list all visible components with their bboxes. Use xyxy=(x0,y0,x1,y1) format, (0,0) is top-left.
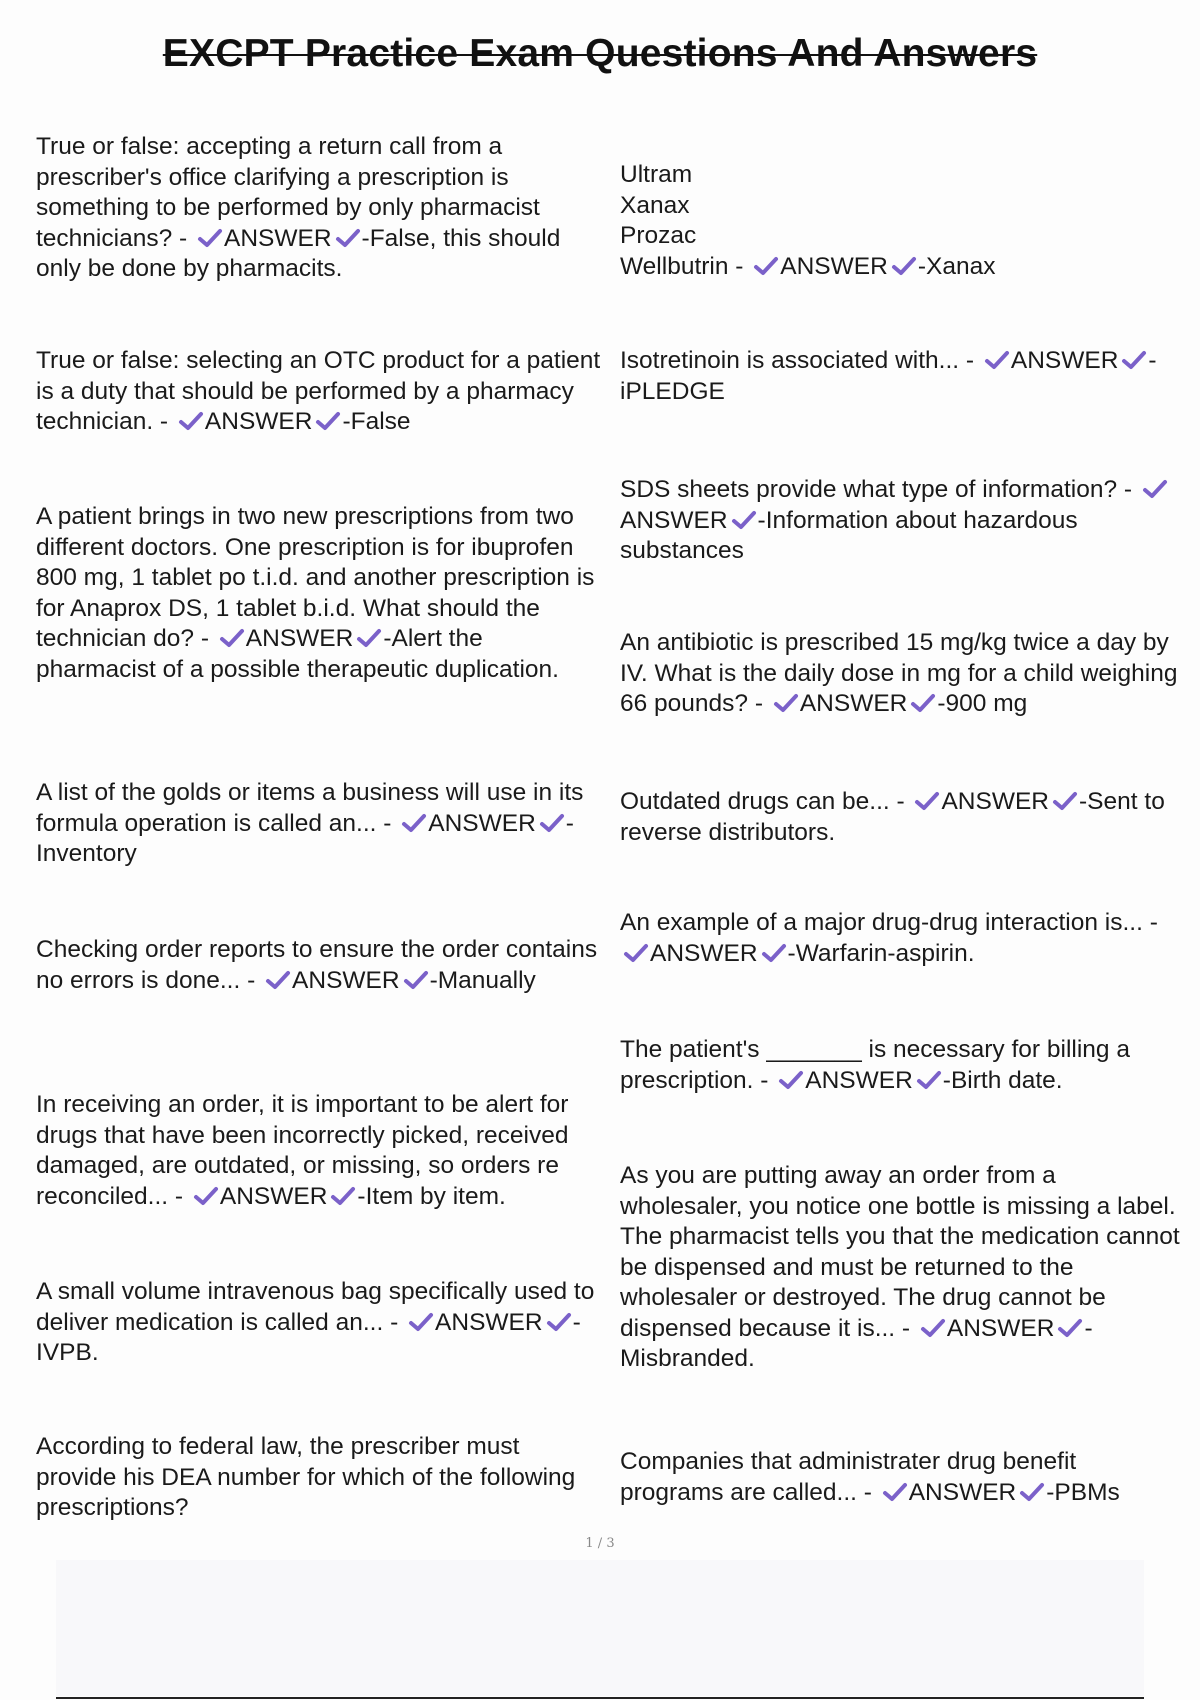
question-text: True or false: accepting a return call from a prescriber's office clarifying a prescription is something to be performed by only pharmacist technicians? - xyxy=(36,133,540,252)
qa-item xyxy=(36,1090,606,1212)
qa-item xyxy=(620,1035,1180,1096)
qa-item xyxy=(36,935,606,996)
checkmark-icon xyxy=(882,1482,908,1502)
question-text: As you are putting away an order from a wholesaler, you notice one bottle is missing a label. The pharmacist tells you that the medication cannot be dispensed and must be returned to the wholesaler or destroyed. The drug cannot be dispensed because it is... - xyxy=(620,1162,1180,1342)
answer-text: -Manually xyxy=(429,966,536,994)
checkmark-icon xyxy=(623,943,649,963)
answer-text: -900 mg xyxy=(937,690,1028,717)
question-text: A list of the golds or items a business will use in its formula operation is called an... - xyxy=(36,779,584,837)
answer-label: ANSWER xyxy=(946,1314,1055,1342)
checkmark-icon xyxy=(1142,479,1168,499)
checkmark-icon xyxy=(984,350,1010,370)
question-text: Outdated drugs can be... - xyxy=(620,788,905,815)
answer-label: ANSWER xyxy=(219,1182,328,1210)
qa-item xyxy=(620,787,1180,848)
question-text: An antibiotic is prescribed 15 mg/kg twice a day by IV. What is the daily dose in mg for a child weighing 66 pounds? - xyxy=(620,629,1178,717)
checkmark-icon xyxy=(315,411,341,431)
checkmark-icon xyxy=(403,970,429,990)
qa-item xyxy=(620,628,1180,720)
checkmark-icon xyxy=(356,628,382,648)
answer-text: -Warfarin-aspirin. xyxy=(787,939,975,967)
page-title: EXCPT Practice Exam Questions And Answers xyxy=(162,32,1038,75)
answer-label: ANSWER xyxy=(1010,347,1119,374)
answer-label: ANSWER xyxy=(780,252,888,280)
checkmark-icon xyxy=(731,510,757,530)
qa-item xyxy=(620,160,1180,282)
checkmark-icon xyxy=(265,970,291,990)
answer-label: ANSWER xyxy=(941,788,1050,815)
checkmark-icon xyxy=(1052,791,1078,811)
checkmark-icon xyxy=(910,693,936,713)
qa-item xyxy=(36,132,606,285)
answer-text: -iPLEDGE xyxy=(620,347,1157,405)
answer-label: ANSWER xyxy=(428,809,536,837)
question-text: According to federal law, the prescriber must provide his DEA number for which of the following prescriptions? xyxy=(36,1433,576,1521)
answer-text: -Birth date. xyxy=(942,1066,1063,1094)
answer-label: ANSWER xyxy=(908,1478,1017,1506)
checkmark-icon xyxy=(330,1186,356,1206)
answer-text: -Misbranded. xyxy=(620,1314,1093,1372)
checkmark-icon xyxy=(335,228,361,248)
qa-item xyxy=(36,778,606,870)
qa-item xyxy=(36,1432,606,1524)
title-block xyxy=(56,28,1144,88)
question-text: In receiving an order, it is important to be alert for drugs that have been incorrectly picked, received damaged, are outdated, or missing, so orders re reconciled... - xyxy=(36,1091,569,1210)
checkmark-icon xyxy=(778,1070,804,1090)
checkmark-icon xyxy=(773,693,799,713)
question-text: Isotretinoin is associated with... - xyxy=(620,347,975,374)
qa-item xyxy=(36,1277,606,1369)
answer-label: ANSWER xyxy=(650,939,758,967)
checkmark-icon xyxy=(539,813,565,833)
answer-label: ANSWER xyxy=(223,224,332,252)
answer-text: -False xyxy=(342,408,411,435)
checkmark-icon xyxy=(914,791,940,811)
checkmark-icon xyxy=(178,411,204,431)
checkmark-icon xyxy=(1121,350,1147,370)
answer-text: -Sent to reverse distributors. xyxy=(620,788,1165,846)
qa-item xyxy=(36,502,606,685)
question-text: Checking order reports to ensure the order contains no errors is done... - xyxy=(36,936,598,994)
question-text: The patient's _______ is necessary for billing a prescription. - xyxy=(620,1036,1130,1094)
page-bottom-area xyxy=(56,1560,1144,1696)
answer-label: ANSWER xyxy=(204,408,313,435)
checkmark-icon xyxy=(1057,1318,1083,1338)
answer-text: -Xanax xyxy=(917,252,996,280)
checkmark-icon xyxy=(219,628,245,648)
answer-label: ANSWER xyxy=(435,1308,543,1336)
answer-text: -PBMs xyxy=(1046,1478,1120,1506)
answer-label: ANSWER xyxy=(292,966,400,994)
checkmark-icon xyxy=(408,1312,434,1332)
qa-item xyxy=(620,1447,1180,1508)
answer-label: ANSWER xyxy=(805,1066,913,1094)
checkmark-icon xyxy=(546,1312,572,1332)
checkmark-icon xyxy=(401,813,427,833)
question-text: SDS sheets provide what type of information? - xyxy=(620,476,1133,503)
question-text: An example of a major drug-drug interaction is... - xyxy=(620,909,1158,936)
question-text: A small volume intravenous bag specifically used to deliver medication is called an... - xyxy=(36,1278,595,1336)
answer-label: ANSWER xyxy=(799,690,908,717)
answer-text: -Inventory xyxy=(36,809,574,867)
question-text: Companies that administrater drug benefit programs are called... - xyxy=(620,1448,1077,1506)
checkmark-icon xyxy=(761,943,787,963)
qa-item xyxy=(620,1161,1180,1375)
checkmark-icon xyxy=(193,1186,219,1206)
qa-item xyxy=(36,346,606,438)
answer-label: ANSWER xyxy=(620,506,728,534)
answer-text: -Alert the pharmacist of a possible therapeutic duplication. xyxy=(36,625,559,683)
qa-item xyxy=(620,475,1180,567)
bottom-divider xyxy=(56,1697,1144,1699)
checkmark-icon xyxy=(1019,1482,1045,1502)
answer-text: -IVPB. xyxy=(36,1308,581,1366)
page-number: 1 / 3 xyxy=(585,1536,615,1551)
qa-item xyxy=(620,908,1180,969)
checkmark-icon xyxy=(197,228,223,248)
checkmark-icon xyxy=(920,1318,946,1338)
checkmark-icon xyxy=(753,256,779,276)
answer-label: ANSWER xyxy=(245,625,354,652)
answer-text: -Information about hazardous substances xyxy=(620,506,1078,564)
checkmark-icon xyxy=(891,256,917,276)
question-text: Ultram Xanax Prozac Wellbutrin - xyxy=(620,161,744,280)
qa-item xyxy=(620,346,1180,407)
answer-text: -Item by item. xyxy=(357,1182,506,1210)
question-text: A patient brings in two new prescriptions from two different doctors. One prescription is for ibuprofen 800 mg, 1 tablet po t.i.d. and another prescription is for Anaprox DS, 1 tablet b.i.d. What should the technician do? - xyxy=(36,503,595,652)
answer-text: -False, this should only be done by pharmacits. xyxy=(36,224,561,282)
checkmark-icon xyxy=(916,1070,942,1090)
question-text: True or false: selecting an OTC product for a patient is a duty that should be performed by a pharmacy technician. - xyxy=(36,347,601,435)
